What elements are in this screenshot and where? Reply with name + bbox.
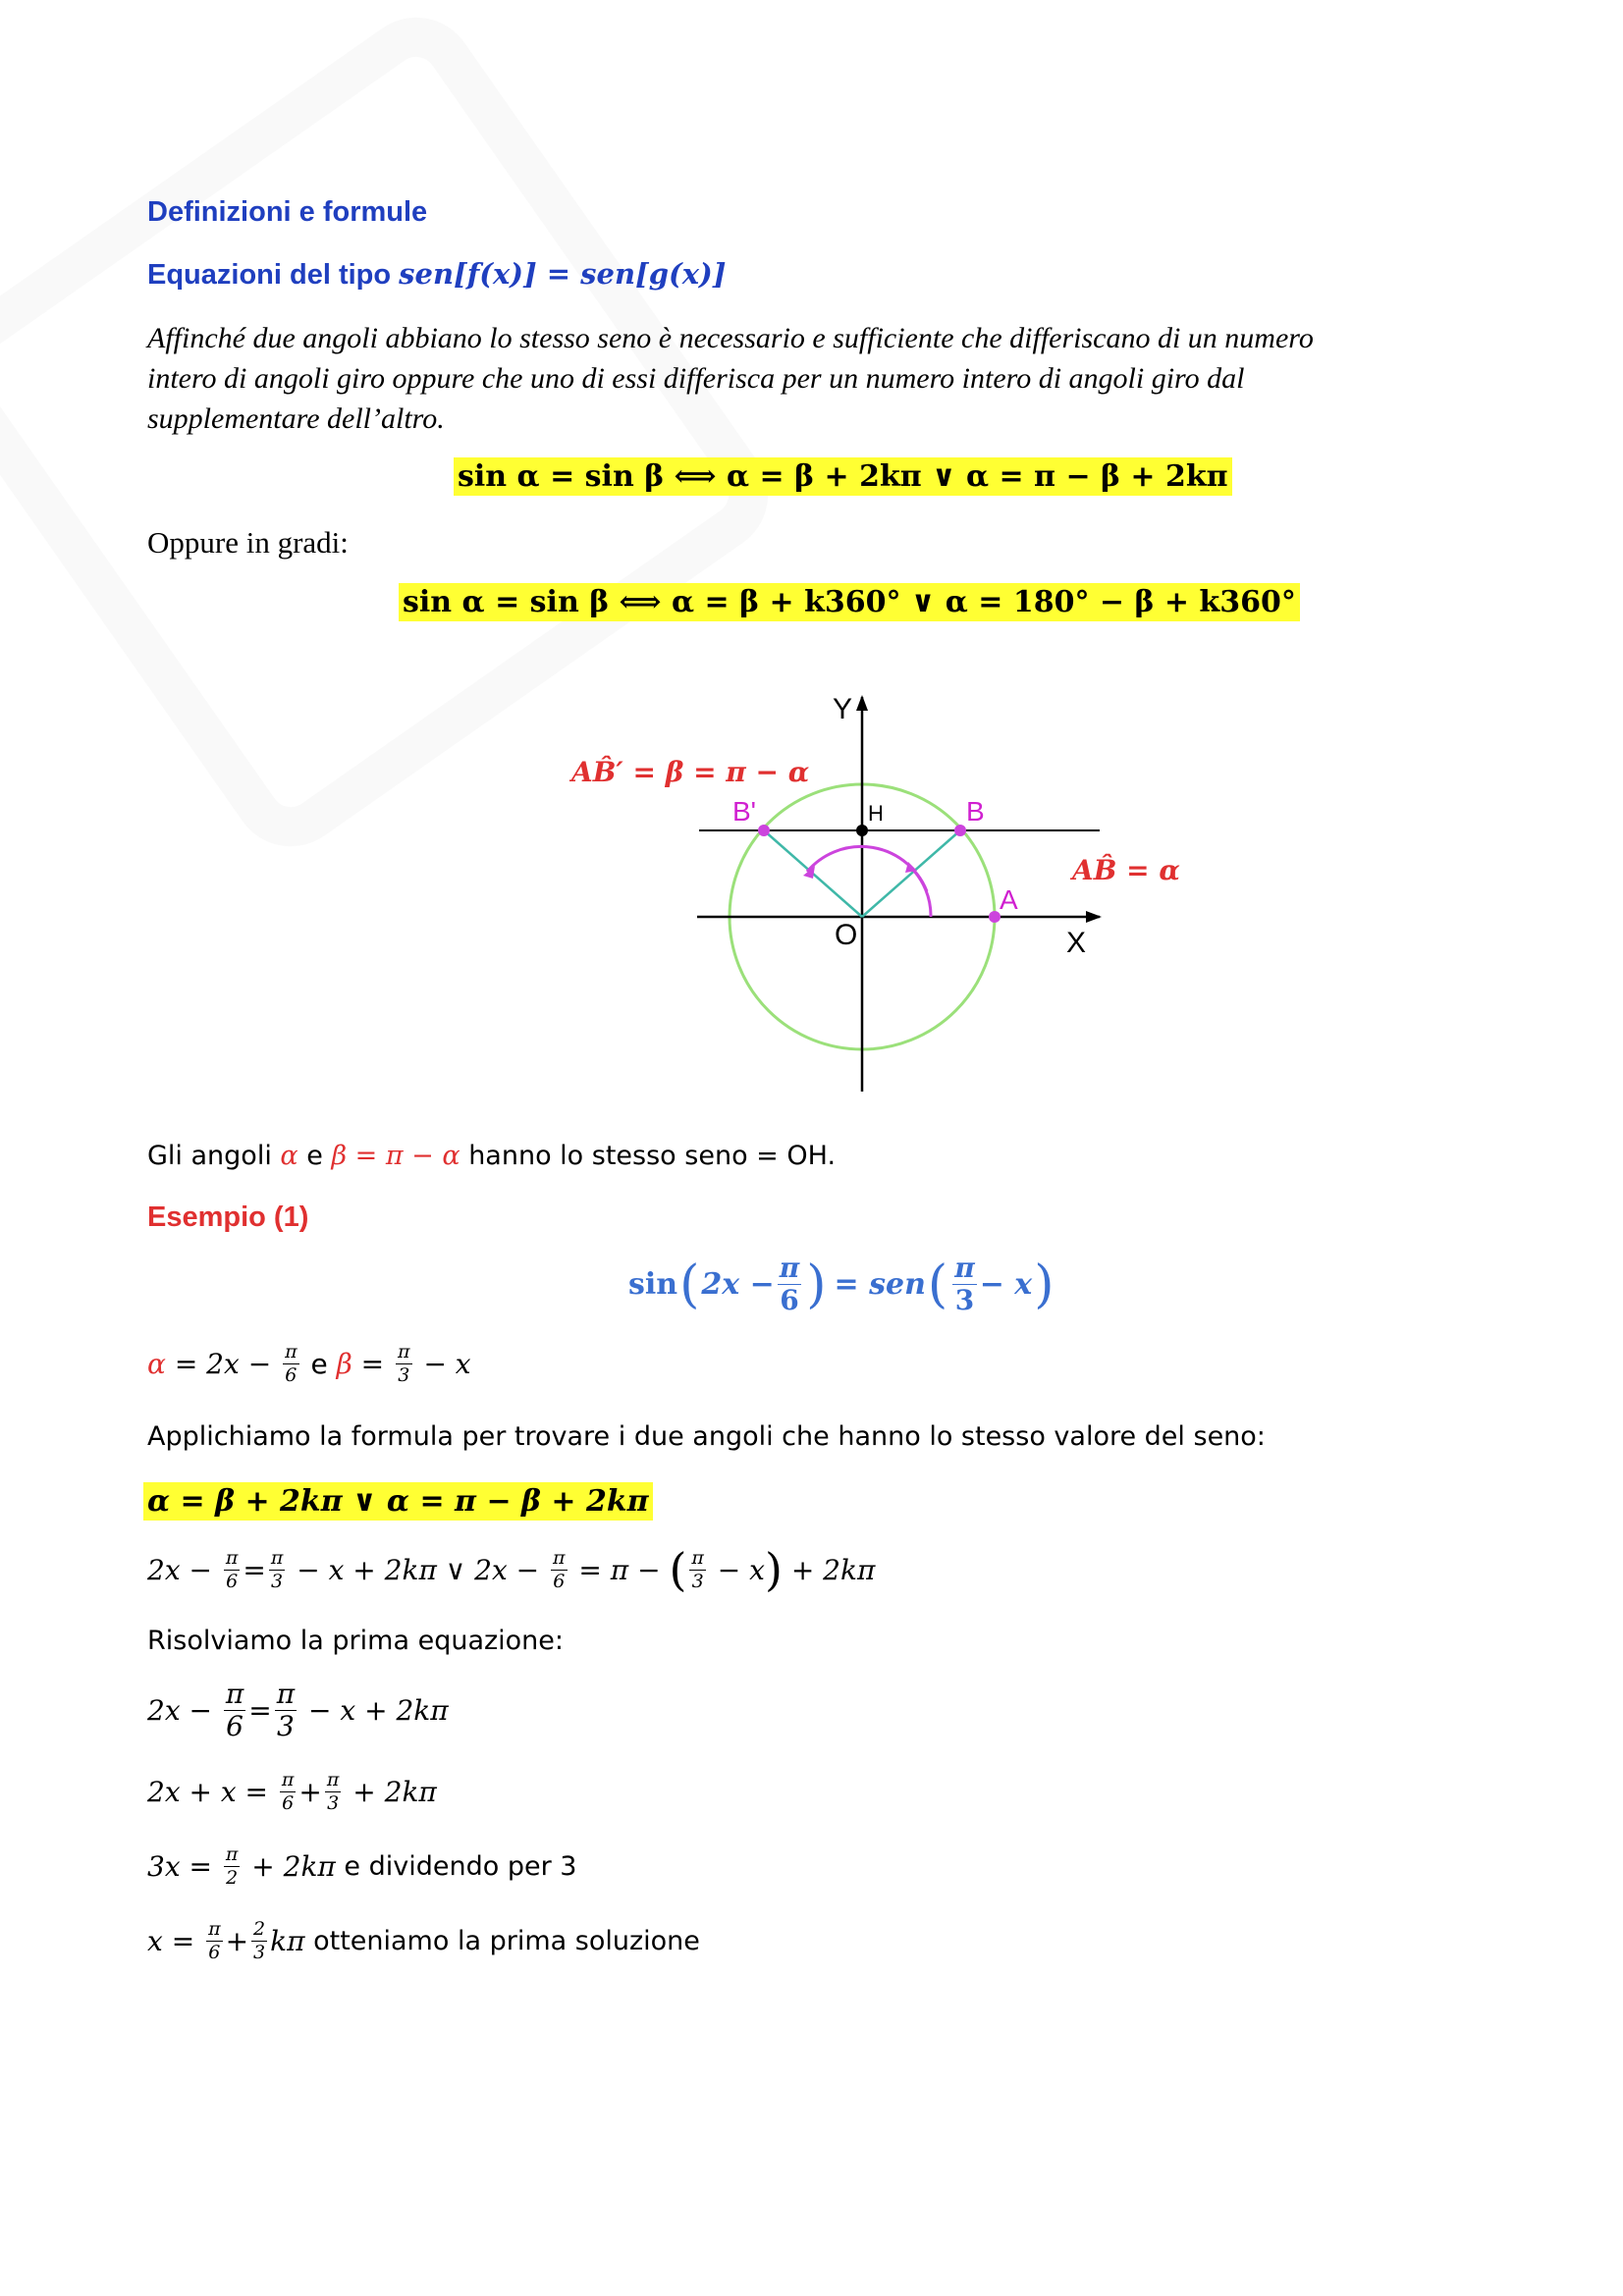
note-and: e bbox=[298, 1141, 332, 1171]
def-minus-x: − x bbox=[414, 1348, 471, 1380]
solve-first-text: Risolviamo la prima equazione: bbox=[147, 1626, 564, 1656]
subtitle-prefix: Equazioni del tipo bbox=[147, 259, 400, 291]
angle-arc-alpha bbox=[910, 867, 931, 917]
step-1: 2x − $\frac{\pi}{6}$ = $\frac{\pi}{3}$ − x + 2kπ bbox=[147, 1678, 449, 1742]
eq-paren-close-1: ) bbox=[806, 1255, 827, 1314]
annotation-ab: AB̂ = α bbox=[1072, 854, 1180, 886]
formula-degrees: sin α = sin β ⟺ α = β + k360° ∨ α = 180° − β + k360° bbox=[399, 583, 1300, 621]
substituted-line: 2x − $\frac{\pi}{6}$ = $\frac{\pi}{3}$ − x + 2kπ ∨ 2x − $\frac{\pi}{6}$ = π − ( $\frac{\pi}{3}$ − x ) + 2kπ bbox=[147, 1543, 876, 1596]
point-bprime bbox=[758, 825, 770, 836]
y-axis-arrow bbox=[856, 695, 868, 711]
step-2: 2x + x = $\frac{\pi}{6}$ + $\frac{\pi}{3}$ + 2kπ bbox=[147, 1769, 437, 1814]
note-line bbox=[147, 1141, 836, 1171]
formula-radians: sin α = sin β ⟺ α = β + 2kπ ∨ α = π − β + 2kπ bbox=[454, 457, 1232, 496]
intro-line-1: Affinché due angoli abbiano lo stesso seno è necessario e sufficiente che differiscano di un numero bbox=[147, 322, 1314, 354]
def-alpha-sym: α bbox=[147, 1348, 166, 1380]
def-e-word: e bbox=[301, 1348, 337, 1380]
label-o: O bbox=[835, 919, 858, 951]
radius-ob bbox=[862, 830, 960, 917]
step-3: 3x = $\frac{\pi}{2}$ + 2kπ e dividendo per 3 bbox=[147, 1843, 577, 1889]
eq-left-a: 2x − bbox=[701, 1267, 775, 1302]
label-h: H bbox=[868, 801, 884, 826]
example-title: Esempio (1) bbox=[147, 1201, 309, 1233]
point-h bbox=[856, 825, 868, 836]
def-beta-sym: β bbox=[336, 1348, 352, 1380]
note-suffix: hanno lo stesso seno = OH. bbox=[460, 1141, 837, 1171]
eq-right-b: − x bbox=[979, 1267, 1033, 1302]
label-a: A bbox=[1000, 884, 1018, 915]
alpha-beta-defs bbox=[147, 1343, 471, 1385]
eq-sin: sin bbox=[628, 1267, 678, 1302]
eq-paren-close-2: ) bbox=[1034, 1255, 1055, 1314]
def-frac-pi-6: $\frac{\pi}{6}$ bbox=[285, 1341, 298, 1386]
eq-frac-pi-3: $\frac{\pi}{3}$ bbox=[954, 1252, 975, 1316]
formula-short: α = β + 2kπ ∨ α = π − β + 2kπ bbox=[143, 1482, 653, 1521]
def-frac-pi-3: $\frac{\pi}{3}$ bbox=[398, 1341, 410, 1386]
eq-mid: = sen bbox=[834, 1267, 926, 1302]
label-b: B bbox=[966, 796, 985, 827]
intro-paragraph bbox=[147, 318, 1314, 439]
section-title: Definizioni e formule bbox=[147, 196, 428, 228]
def-beta: = bbox=[352, 1348, 394, 1380]
label-x: X bbox=[1066, 927, 1087, 959]
def-alpha: = 2x − bbox=[165, 1348, 281, 1380]
point-b bbox=[954, 825, 966, 836]
note-prefix: Gli angoli bbox=[147, 1141, 281, 1171]
step-4: x = $\frac{\pi}{6}$ + $\frac{2}{3}$ kπ otteniamo la prima soluzione bbox=[147, 1918, 700, 1963]
eq-paren-open-2: ( bbox=[927, 1255, 948, 1314]
intro-line-2: intero di angoli giro oppure che uno di essi differisca per un numero intero di angoli giro dal bbox=[147, 362, 1245, 395]
subtitle-formula: sen[f(x)] = sen[g(x)] bbox=[399, 257, 727, 291]
note-alpha: α bbox=[280, 1141, 298, 1171]
label-y: Y bbox=[833, 693, 853, 725]
unit-circle-diagram bbox=[550, 677, 1257, 1109]
example-equation bbox=[628, 1252, 1055, 1316]
apply-text: Applichiamo la formula per trovare i due angoli che hanno lo stesso valore del seno: bbox=[147, 1421, 1266, 1452]
eq-paren-open-1: ( bbox=[679, 1255, 700, 1314]
eq-frac-pi-6: $\frac{\pi}{6}$ bbox=[779, 1252, 800, 1316]
note-beta: β = π − α bbox=[331, 1141, 460, 1171]
annotation-abprime: AB̂′ = β = π − α bbox=[571, 756, 810, 788]
label-bprime: B' bbox=[732, 796, 757, 827]
intro-line-3: supplementare dell’altro. bbox=[147, 402, 445, 435]
in-degrees-label: Oppure in gradi: bbox=[147, 525, 349, 560]
subtitle bbox=[147, 257, 727, 292]
x-axis-arrow bbox=[1086, 911, 1102, 923]
